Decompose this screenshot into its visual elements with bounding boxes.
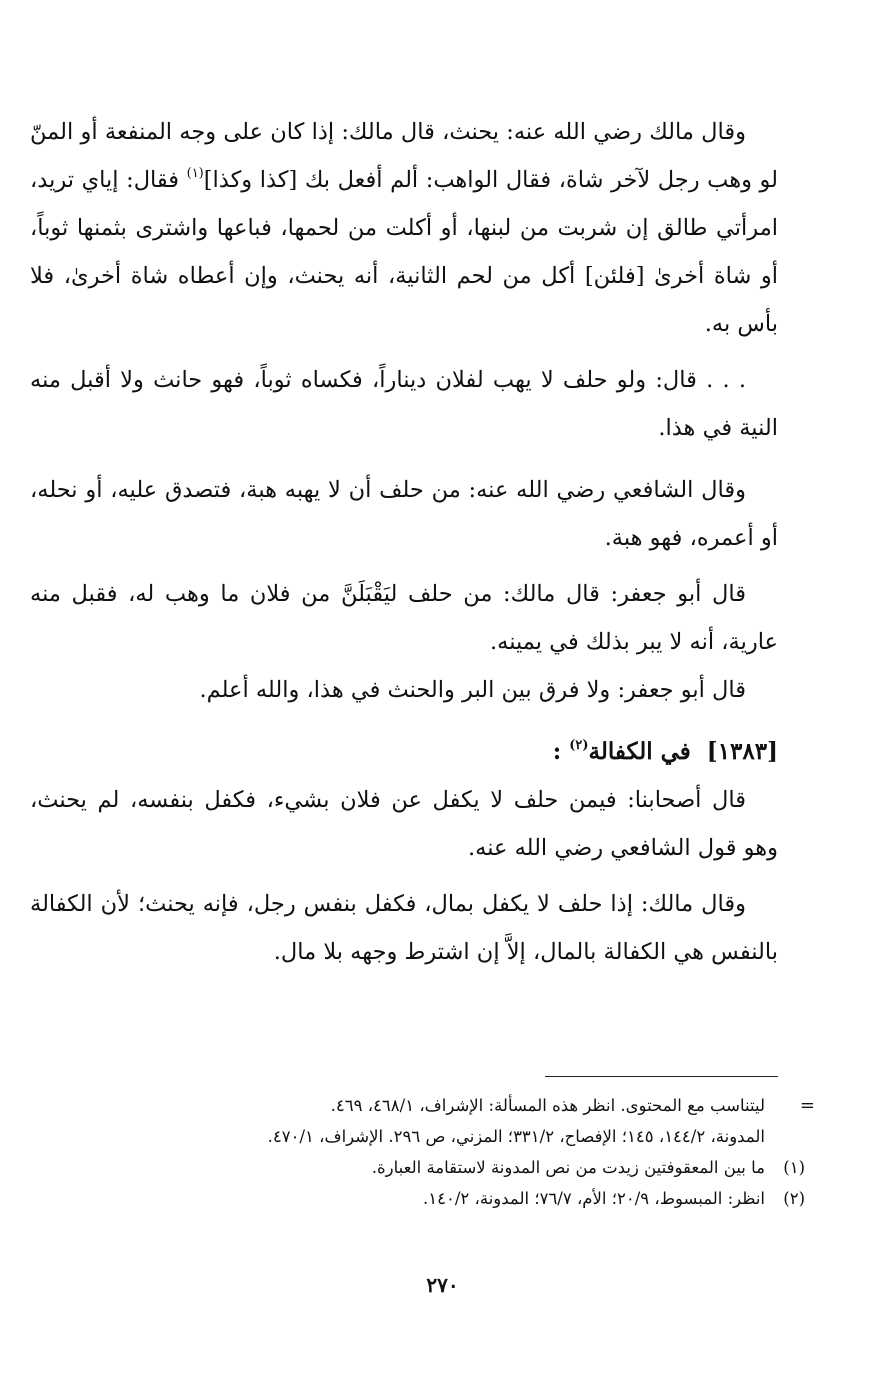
footnote-2: (٢) انظر: المبسوط، ٢٠/٩؛ الأم، ٧٦/٧؛ المدونة، ١٤٠/٢. <box>30 1183 815 1214</box>
paragraph-1: وقال مالك رضي الله عنه: يحنث، قال مالك: إذا كان على وجه المنفعة أو المنّ لو وهب رجل لآخر شاة، فقال الواهب: ألم أفعل بك [كذا وكذا]$^{(١)}$ فقال: إياي تريد، امرأتي طالق إن شربت من لبنها، أو أكلت من لحمها، فباعها واشترى بثمنها ثوباً، أو شاة أخرىٰ [فلئن] أكل من لحم الثانية، أنه يحنث، وإن أعطاه شاة أخرىٰ، فلا بأس به. <box>30 119 778 337</box>
footnote-ref-1[interactable]: (١) <box>186 166 204 181</box>
footnote-continuation-2: المدونة، ١٤٤/٢، ١٤٥؛ الإفصاح، ٣٣١/٢؛ المزني، ص ٢٩٦. الإشراف، ٤٧٠/١. <box>267 1127 765 1146</box>
main-text <box>30 108 778 976</box>
footnote-continuation: = ليتناسب مع المحتوى. انظر هذه المسألة: الإشراف، ٤٦٨/١، ٤٦٩. <box>30 1090 815 1121</box>
footnote-ref-2[interactable]: (٢) <box>569 738 589 753</box>
paragraph-5: قال أبو جعفر: ولا فرق بين البر والحنث في هذا، والله أعلم. <box>199 677 746 703</box>
continuation-mark: = <box>799 1095 815 1116</box>
footnote-1: (١) ما بين المعقوفتين زيدت من نص المدونة لاستقامة العبارة. <box>30 1152 815 1183</box>
paragraph-3: وقال الشافعي رضي الله عنه: من حلف أن لا يهبه هبة، فتصدق عليه، أو نحله، أو أعمره، فهو هبة. <box>30 477 778 551</box>
footnote-number-1: (١) <box>783 1158 805 1177</box>
section-heading: [١٣٨٣] في الكفالة$^{(٢)}$ : <box>552 738 778 765</box>
paragraph-2: . . . قال: ولو حلف لا يهب لفلان ديناراً، فكساه ثوباً، فهو حانث ولا أقبل منه النية في هذا. <box>30 367 778 441</box>
footnote-number-2: (٢) <box>783 1189 805 1208</box>
section-title: في الكفالة <box>588 738 691 765</box>
paragraph-7: وقال مالك: إذا حلف لا يكفل بمال، فكفل بنفس رجل، فإنه يحنث؛ لأن الكفالة بالنفس هي الكفالة بالمال، إلاَّ إن اشترط وجهه بلا مال. <box>30 891 778 965</box>
paragraph-4: قال أبو جعفر: قال مالك: من حلف ليَقْبَلَنَّ من فلان ما وهب له، فقبل منه عارية، أنه لا يبر بذلك في يمينه. <box>30 581 778 655</box>
footnotes <box>30 1090 815 1214</box>
section-number: [١٣٨٣] <box>706 738 778 765</box>
footnote-divider <box>545 1076 778 1077</box>
paragraph-6: قال أصحابنا: فيمن حلف لا يكفل عن فلان بشيء، فكفل بنفسه، لم يحنث، وهو قول الشافعي رضي الله عنه. <box>30 787 778 861</box>
page-number: ٢٧٠ <box>426 1273 459 1297</box>
